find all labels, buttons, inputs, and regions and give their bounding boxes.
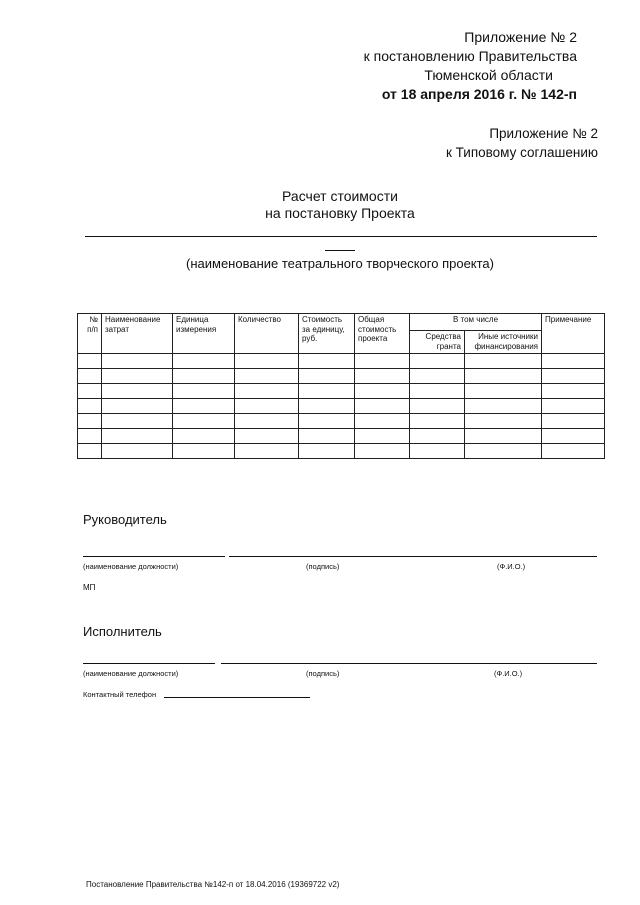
appendix-subtitle: Приложение № 2 bbox=[489, 126, 598, 141]
table-row bbox=[78, 384, 605, 399]
contact-phone-label: Контактный телефон bbox=[83, 690, 157, 699]
project-name-underline-short bbox=[325, 250, 355, 251]
col-header-number: № п/п bbox=[78, 314, 102, 354]
director-position-line bbox=[83, 556, 225, 557]
col-header-other-sources: Иные источники финансирования bbox=[465, 331, 542, 354]
director-signature-name-line bbox=[229, 556, 597, 557]
resolution-reference: к постановлению Правительства bbox=[363, 48, 577, 64]
col-header-note: Примечание bbox=[542, 314, 605, 354]
executor-name-caption: (Ф.И.О.) bbox=[494, 669, 523, 678]
table-row bbox=[78, 399, 605, 414]
document-title bbox=[0, 188, 640, 222]
executor-role-label: Исполнитель bbox=[83, 624, 162, 639]
title-line-2: на постановку Проекта bbox=[265, 205, 415, 221]
col-header-total-cost: Общая стоимость проекта bbox=[355, 314, 410, 354]
col-header-grant: Средства гранта bbox=[410, 331, 465, 354]
director-signature-caption: (подпись) bbox=[306, 562, 340, 571]
appendix-header-agreement bbox=[298, 124, 598, 162]
agreement-reference: к Типовому соглашению bbox=[445, 145, 598, 160]
document-footer: Постановление Правительства №142-п от 18.04.2016 (19369722 v2) bbox=[86, 880, 340, 889]
table-row bbox=[78, 429, 605, 444]
contact-phone-line bbox=[164, 697, 310, 698]
col-header-name: Наименование затрат bbox=[102, 314, 173, 354]
director-name-caption: (Ф.И.О.) bbox=[497, 562, 526, 571]
table-row bbox=[78, 369, 605, 384]
appendix-header-resolution bbox=[277, 28, 577, 104]
director-role-label: Руководитель bbox=[83, 512, 167, 527]
project-name-line bbox=[85, 236, 597, 237]
title-line-1: Расчет стоимости bbox=[282, 188, 398, 204]
col-header-quantity: Количество bbox=[235, 314, 299, 354]
col-header-unit: Единица измерения bbox=[173, 314, 235, 354]
table-row bbox=[78, 354, 605, 369]
executor-signature-caption: (подпись) bbox=[306, 669, 340, 678]
executor-position-caption: (наименование должности) bbox=[83, 669, 179, 678]
cost-table bbox=[77, 313, 605, 459]
executor-position-line bbox=[83, 663, 215, 664]
col-header-including: В том числе bbox=[410, 314, 542, 331]
table-row bbox=[78, 444, 605, 459]
table-row bbox=[78, 414, 605, 429]
col-header-unit-cost: Стоимость за единицу, руб. bbox=[299, 314, 355, 354]
cost-table-body bbox=[78, 354, 605, 459]
stamp-placeholder: МП bbox=[83, 583, 96, 592]
region-name: Тюменской области bbox=[424, 67, 553, 83]
appendix-title: Приложение № 2 bbox=[464, 29, 577, 45]
director-position-caption: (наименование должности) bbox=[83, 562, 179, 571]
resolution-date-number: от 18 апреля 2016 г. № 142-п bbox=[381, 86, 577, 102]
project-name-caption: (наименование театрального творческого проекта) bbox=[186, 256, 494, 271]
executor-signature-name-line bbox=[221, 663, 597, 664]
